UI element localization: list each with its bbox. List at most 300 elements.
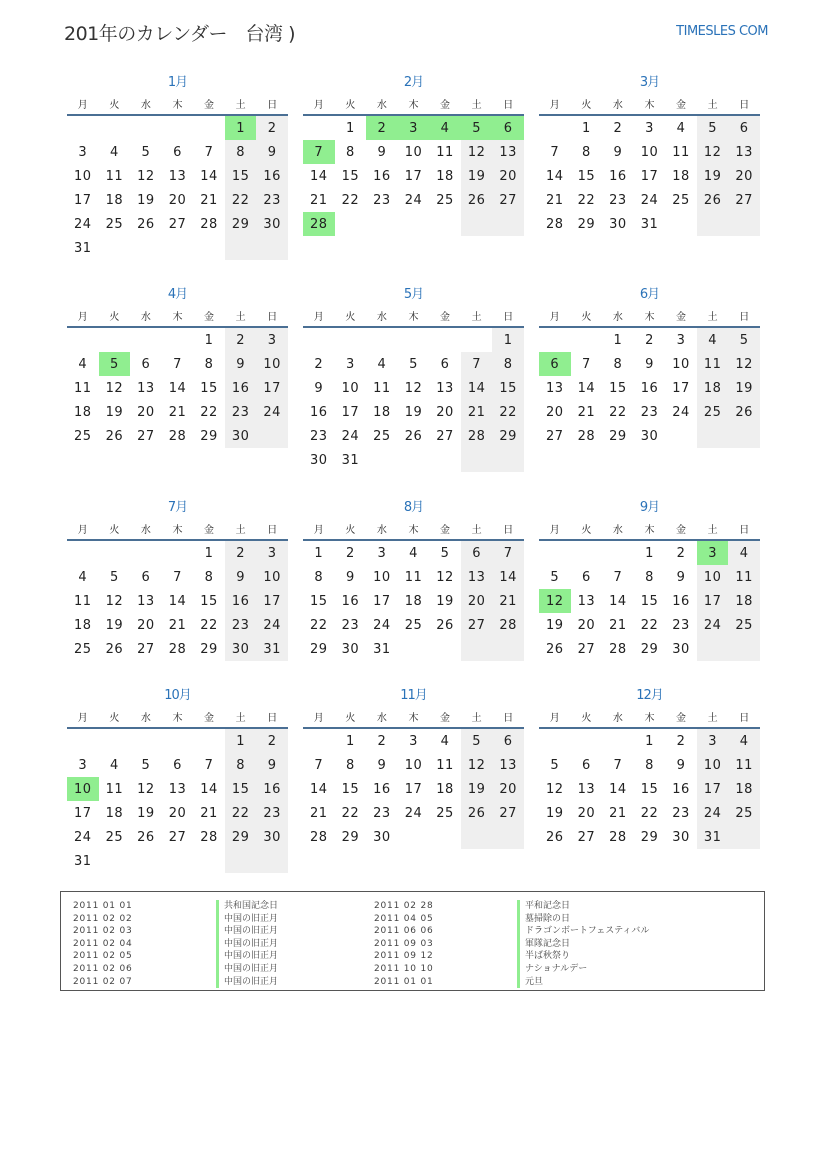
- day-cell[interactable]: 11: [672, 144, 690, 160]
- day-cell[interactable]: 14: [168, 593, 187, 609]
- day-cell[interactable]: 27: [168, 216, 187, 232]
- day-cell[interactable]: 24: [672, 404, 690, 420]
- day-cell[interactable]: 6: [581, 757, 591, 773]
- day-cell[interactable]: 21: [609, 617, 627, 633]
- day-cell[interactable]: 15: [609, 380, 627, 396]
- day-cell[interactable]: 24: [404, 805, 423, 821]
- day-cell[interactable]: 9: [645, 356, 654, 372]
- day-cell[interactable]: 7: [173, 356, 182, 372]
- day-cell[interactable]: 7: [550, 144, 560, 160]
- day-cell[interactable]: 15: [640, 781, 659, 797]
- day-cell[interactable]: 11: [105, 781, 124, 797]
- day-cell[interactable]: 29: [609, 428, 627, 444]
- day-cell[interactable]: 30: [256, 825, 288, 849]
- day-cell[interactable]: 26: [137, 829, 155, 845]
- day-cell[interactable]: 31: [373, 641, 391, 657]
- day-cell[interactable]: 4: [409, 545, 418, 561]
- day-cell[interactable]: 31: [256, 637, 288, 661]
- day-cell[interactable]: 19: [404, 404, 423, 420]
- day-cell[interactable]: 20: [492, 777, 524, 801]
- day-cell[interactable]: 28: [492, 613, 524, 637]
- day-cell[interactable]: 18: [728, 589, 760, 613]
- day-cell[interactable]: 14: [310, 168, 328, 184]
- day-cell[interactable]: 14: [609, 593, 627, 609]
- day-cell[interactable]: 12: [105, 380, 124, 396]
- day-cell[interactable]: 25: [728, 801, 760, 825]
- day-cell[interactable]: 12: [461, 753, 493, 777]
- day-cell[interactable]: 19: [697, 164, 729, 188]
- day-cell[interactable]: 21: [461, 400, 493, 424]
- day-cell[interactable]: 6: [461, 540, 493, 565]
- day-cell[interactable]: 13: [137, 380, 155, 396]
- day-cell[interactable]: 22: [225, 801, 257, 825]
- day-cell[interactable]: 15: [341, 168, 360, 184]
- day-cell[interactable]: 30: [225, 424, 257, 448]
- day-cell[interactable]: 31: [341, 452, 360, 468]
- day-cell[interactable]: 19: [546, 805, 564, 821]
- day-cell[interactable]: 29: [492, 424, 524, 448]
- day-cell[interactable]: 21: [168, 617, 187, 633]
- day-cell[interactable]: 17: [74, 805, 92, 821]
- day-cell[interactable]: 13: [492, 753, 524, 777]
- day-cell[interactable]: 29: [341, 829, 360, 845]
- day-cell[interactable]: 4: [377, 356, 387, 372]
- day-cell[interactable]: 26: [461, 188, 493, 212]
- day-cell[interactable]: 14: [168, 380, 187, 396]
- day-cell[interactable]: 22: [310, 617, 328, 633]
- day-cell[interactable]: 2: [314, 356, 324, 372]
- day-cell[interactable]: 24: [256, 400, 288, 424]
- day-cell[interactable]: 9: [225, 352, 257, 376]
- day-cell[interactable]: 7: [581, 356, 591, 372]
- day-cell[interactable]: 4: [676, 120, 686, 136]
- day-cell[interactable]: 25: [728, 613, 760, 637]
- day-cell[interactable]: 26: [461, 801, 493, 825]
- day-cell[interactable]: 14: [200, 168, 218, 184]
- day-cell[interactable]: 20: [728, 164, 760, 188]
- day-cell[interactable]: 9: [314, 380, 324, 396]
- day-cell[interactable]: 16: [672, 781, 690, 797]
- day-cell[interactable]: 9: [256, 140, 288, 164]
- day-cell[interactable]: 25: [436, 192, 454, 208]
- day-cell[interactable]: 12: [697, 140, 729, 164]
- day-cell[interactable]: 29: [577, 216, 596, 232]
- day-cell[interactable]: 2: [676, 733, 686, 749]
- day-cell[interactable]: 11: [74, 593, 92, 609]
- day-cell[interactable]: 21: [609, 805, 627, 821]
- day-cell[interactable]: 23: [341, 617, 360, 633]
- holiday-day-cell[interactable]: 6: [539, 352, 571, 376]
- day-cell[interactable]: 13: [168, 168, 187, 184]
- day-cell[interactable]: 2: [645, 332, 654, 348]
- holiday-day-cell[interactable]: 5: [461, 115, 493, 140]
- day-cell[interactable]: 18: [404, 593, 423, 609]
- day-cell[interactable]: 29: [225, 825, 257, 849]
- day-cell[interactable]: 25: [697, 400, 729, 424]
- day-cell[interactable]: 27: [461, 613, 493, 637]
- day-cell[interactable]: 7: [314, 757, 324, 773]
- day-cell[interactable]: 25: [74, 641, 92, 657]
- day-cell[interactable]: 20: [577, 805, 596, 821]
- day-cell[interactable]: 23: [256, 801, 288, 825]
- day-cell[interactable]: 12: [436, 569, 454, 585]
- day-cell[interactable]: 18: [436, 781, 454, 797]
- day-cell[interactable]: 21: [310, 192, 328, 208]
- day-cell[interactable]: 19: [137, 805, 155, 821]
- day-cell[interactable]: 11: [74, 380, 92, 396]
- day-cell[interactable]: 5: [550, 569, 560, 585]
- holiday-day-cell[interactable]: 1: [225, 115, 257, 140]
- day-cell[interactable]: 20: [436, 404, 454, 420]
- day-cell[interactable]: 30: [640, 428, 659, 444]
- day-cell[interactable]: 15: [200, 593, 218, 609]
- day-cell[interactable]: 18: [373, 404, 391, 420]
- day-cell[interactable]: 30: [373, 829, 391, 845]
- day-cell[interactable]: 1: [492, 327, 524, 352]
- day-cell[interactable]: 13: [436, 380, 454, 396]
- day-cell[interactable]: 11: [404, 569, 423, 585]
- day-cell[interactable]: 14: [546, 168, 564, 184]
- day-cell[interactable]: 18: [697, 376, 729, 400]
- holiday-day-cell[interactable]: 4: [429, 115, 461, 140]
- day-cell[interactable]: 25: [105, 829, 124, 845]
- day-cell[interactable]: 17: [74, 192, 92, 208]
- day-cell[interactable]: 22: [225, 188, 257, 212]
- day-cell[interactable]: 6: [173, 757, 182, 773]
- day-cell[interactable]: 20: [168, 805, 187, 821]
- day-cell[interactable]: 2: [225, 327, 257, 352]
- day-cell[interactable]: 18: [728, 777, 760, 801]
- day-cell[interactable]: 2: [256, 115, 288, 140]
- day-cell[interactable]: 16: [256, 777, 288, 801]
- day-cell[interactable]: 28: [461, 424, 493, 448]
- day-cell[interactable]: 31: [74, 853, 92, 869]
- day-cell[interactable]: 7: [204, 144, 214, 160]
- day-cell[interactable]: 16: [341, 593, 360, 609]
- day-cell[interactable]: 3: [377, 545, 387, 561]
- day-cell[interactable]: 4: [78, 569, 88, 585]
- day-cell[interactable]: 18: [436, 168, 454, 184]
- day-cell[interactable]: 2: [613, 120, 623, 136]
- day-cell[interactable]: 4: [109, 757, 119, 773]
- brand-logo[interactable]: TIMESLES COM: [676, 24, 768, 39]
- day-cell[interactable]: 2: [377, 733, 387, 749]
- day-cell[interactable]: 1: [645, 733, 654, 749]
- day-cell[interactable]: 14: [609, 781, 627, 797]
- day-cell[interactable]: 8: [492, 352, 524, 376]
- day-cell[interactable]: 17: [697, 589, 729, 613]
- day-cell[interactable]: 29: [200, 641, 218, 657]
- day-cell[interactable]: 29: [640, 641, 659, 657]
- day-cell[interactable]: 24: [404, 192, 423, 208]
- holiday-day-cell[interactable]: 12: [539, 589, 571, 613]
- day-cell[interactable]: 10: [697, 753, 729, 777]
- day-cell[interactable]: 13: [728, 140, 760, 164]
- day-cell[interactable]: 16: [609, 168, 627, 184]
- day-cell[interactable]: 4: [440, 733, 450, 749]
- day-cell[interactable]: 26: [404, 428, 423, 444]
- day-cell[interactable]: 30: [609, 216, 627, 232]
- day-cell[interactable]: 3: [78, 144, 88, 160]
- day-cell[interactable]: 30: [672, 641, 690, 657]
- day-cell[interactable]: 14: [492, 565, 524, 589]
- day-cell[interactable]: 30: [225, 637, 257, 661]
- day-cell[interactable]: 20: [137, 404, 155, 420]
- day-cell[interactable]: 25: [373, 428, 391, 444]
- day-cell[interactable]: 17: [404, 168, 423, 184]
- day-cell[interactable]: 3: [256, 327, 288, 352]
- day-cell[interactable]: 22: [341, 192, 360, 208]
- day-cell[interactable]: 1: [204, 332, 214, 348]
- day-cell[interactable]: 12: [105, 593, 124, 609]
- day-cell[interactable]: 28: [609, 829, 627, 845]
- day-cell[interactable]: 4: [109, 144, 119, 160]
- day-cell[interactable]: 27: [168, 829, 187, 845]
- day-cell[interactable]: 12: [461, 140, 493, 164]
- day-cell[interactable]: 1: [225, 728, 257, 753]
- day-cell[interactable]: 24: [74, 216, 92, 232]
- day-cell[interactable]: 1: [645, 545, 654, 561]
- day-cell[interactable]: 23: [672, 617, 690, 633]
- day-cell[interactable]: 27: [577, 829, 596, 845]
- day-cell[interactable]: 10: [640, 144, 659, 160]
- day-cell[interactable]: 18: [74, 617, 92, 633]
- day-cell[interactable]: 5: [697, 115, 729, 140]
- day-cell[interactable]: 30: [672, 829, 690, 845]
- day-cell[interactable]: 23: [672, 805, 690, 821]
- day-cell[interactable]: 16: [672, 593, 690, 609]
- day-cell[interactable]: 27: [436, 428, 454, 444]
- holiday-day-cell[interactable]: 3: [697, 540, 729, 565]
- day-cell[interactable]: 7: [613, 569, 623, 585]
- day-cell[interactable]: 19: [461, 164, 493, 188]
- day-cell[interactable]: 26: [105, 641, 124, 657]
- day-cell[interactable]: 26: [728, 400, 760, 424]
- day-cell[interactable]: 3: [697, 728, 729, 753]
- day-cell[interactable]: 20: [546, 404, 564, 420]
- day-cell[interactable]: 20: [461, 589, 493, 613]
- day-cell[interactable]: 16: [225, 376, 257, 400]
- day-cell[interactable]: 17: [404, 781, 423, 797]
- holiday-day-cell[interactable]: 6: [492, 115, 524, 140]
- day-cell[interactable]: 17: [256, 589, 288, 613]
- day-cell[interactable]: 10: [697, 565, 729, 589]
- day-cell[interactable]: 8: [314, 569, 324, 585]
- day-cell[interactable]: 13: [137, 593, 155, 609]
- day-cell[interactable]: 1: [581, 120, 591, 136]
- day-cell[interactable]: 3: [345, 356, 355, 372]
- day-cell[interactable]: 2: [676, 545, 686, 561]
- day-cell[interactable]: 10: [341, 380, 360, 396]
- holiday-day-cell[interactable]: 10: [67, 777, 99, 801]
- day-cell[interactable]: 16: [225, 589, 257, 613]
- day-cell[interactable]: 7: [613, 757, 623, 773]
- day-cell[interactable]: 2: [225, 540, 257, 565]
- day-cell[interactable]: 28: [200, 216, 218, 232]
- holiday-day-cell[interactable]: 2: [366, 115, 398, 140]
- day-cell[interactable]: 23: [373, 192, 391, 208]
- day-cell[interactable]: 26: [105, 428, 124, 444]
- day-cell[interactable]: 10: [256, 565, 288, 589]
- day-cell[interactable]: 25: [672, 192, 690, 208]
- day-cell[interactable]: 11: [436, 757, 454, 773]
- day-cell[interactable]: 14: [461, 376, 493, 400]
- day-cell[interactable]: 10: [256, 352, 288, 376]
- holiday-day-cell[interactable]: 3: [398, 115, 430, 140]
- day-cell[interactable]: 10: [74, 168, 92, 184]
- day-cell[interactable]: 4: [728, 540, 760, 565]
- day-cell[interactable]: 2: [256, 728, 288, 753]
- day-cell[interactable]: 12: [728, 352, 760, 376]
- day-cell[interactable]: 18: [105, 192, 124, 208]
- day-cell[interactable]: 7: [492, 540, 524, 565]
- day-cell[interactable]: 13: [577, 593, 596, 609]
- day-cell[interactable]: 8: [204, 356, 214, 372]
- day-cell[interactable]: 22: [200, 404, 218, 420]
- day-cell[interactable]: 31: [74, 240, 92, 256]
- day-cell[interactable]: 23: [310, 428, 328, 444]
- day-cell[interactable]: 27: [728, 188, 760, 212]
- day-cell[interactable]: 1: [345, 733, 355, 749]
- day-cell[interactable]: 22: [492, 400, 524, 424]
- holiday-day-cell[interactable]: 7: [303, 140, 335, 164]
- day-cell[interactable]: 8: [613, 356, 623, 372]
- day-cell[interactable]: 2: [345, 545, 355, 561]
- day-cell[interactable]: 25: [404, 617, 423, 633]
- day-cell[interactable]: 16: [373, 781, 391, 797]
- day-cell[interactable]: 16: [256, 164, 288, 188]
- day-cell[interactable]: 27: [577, 641, 596, 657]
- day-cell[interactable]: 22: [640, 617, 659, 633]
- day-cell[interactable]: 22: [609, 404, 627, 420]
- day-cell[interactable]: 3: [256, 540, 288, 565]
- day-cell[interactable]: 15: [341, 781, 360, 797]
- day-cell[interactable]: 9: [377, 757, 387, 773]
- day-cell[interactable]: 13: [461, 565, 493, 589]
- day-cell[interactable]: 13: [168, 781, 187, 797]
- day-cell[interactable]: 23: [373, 805, 391, 821]
- day-cell[interactable]: 28: [546, 216, 564, 232]
- day-cell[interactable]: 8: [225, 140, 257, 164]
- day-cell[interactable]: 20: [168, 192, 187, 208]
- day-cell[interactable]: 27: [546, 428, 564, 444]
- day-cell[interactable]: 28: [168, 428, 187, 444]
- day-cell[interactable]: 19: [105, 617, 124, 633]
- day-cell[interactable]: 13: [492, 140, 524, 164]
- day-cell[interactable]: 23: [225, 400, 257, 424]
- day-cell[interactable]: 20: [577, 617, 596, 633]
- day-cell[interactable]: 3: [645, 120, 654, 136]
- day-cell[interactable]: 8: [345, 757, 355, 773]
- day-cell[interactable]: 31: [697, 825, 729, 849]
- day-cell[interactable]: 26: [546, 829, 564, 845]
- day-cell[interactable]: 17: [373, 593, 391, 609]
- day-cell[interactable]: 30: [310, 452, 328, 468]
- day-cell[interactable]: 21: [200, 192, 218, 208]
- day-cell[interactable]: 17: [341, 404, 360, 420]
- day-cell[interactable]: 12: [137, 781, 155, 797]
- day-cell[interactable]: 14: [310, 781, 328, 797]
- day-cell[interactable]: 4: [78, 356, 88, 372]
- day-cell[interactable]: 18: [672, 168, 690, 184]
- day-cell[interactable]: 5: [461, 728, 493, 753]
- day-cell[interactable]: 19: [137, 192, 155, 208]
- day-cell[interactable]: 6: [440, 356, 450, 372]
- day-cell[interactable]: 11: [436, 144, 454, 160]
- holiday-day-cell[interactable]: 5: [99, 352, 131, 376]
- day-cell[interactable]: 23: [609, 192, 627, 208]
- day-cell[interactable]: 27: [137, 428, 155, 444]
- day-cell[interactable]: 12: [546, 781, 564, 797]
- day-cell[interactable]: 9: [676, 569, 686, 585]
- day-cell[interactable]: 12: [404, 380, 423, 396]
- day-cell[interactable]: 3: [409, 733, 418, 749]
- day-cell[interactable]: 10: [404, 144, 423, 160]
- day-cell[interactable]: 31: [640, 216, 659, 232]
- day-cell[interactable]: 17: [256, 376, 288, 400]
- day-cell[interactable]: 29: [200, 428, 218, 444]
- day-cell[interactable]: 22: [577, 192, 596, 208]
- day-cell[interactable]: 26: [546, 641, 564, 657]
- day-cell[interactable]: 13: [546, 380, 564, 396]
- day-cell[interactable]: 11: [105, 168, 124, 184]
- day-cell[interactable]: 11: [373, 380, 391, 396]
- day-cell[interactable]: 21: [492, 589, 524, 613]
- day-cell[interactable]: 20: [137, 617, 155, 633]
- day-cell[interactable]: 18: [105, 805, 124, 821]
- day-cell[interactable]: 6: [141, 356, 151, 372]
- day-cell[interactable]: 8: [204, 569, 214, 585]
- day-cell[interactable]: 21: [168, 404, 187, 420]
- day-cell[interactable]: 5: [409, 356, 418, 372]
- day-cell[interactable]: 29: [640, 829, 659, 845]
- day-cell[interactable]: 5: [141, 144, 151, 160]
- day-cell[interactable]: 6: [728, 115, 760, 140]
- day-cell[interactable]: 17: [697, 777, 729, 801]
- day-cell[interactable]: 15: [225, 164, 257, 188]
- day-cell[interactable]: 24: [373, 617, 391, 633]
- day-cell[interactable]: 9: [225, 565, 257, 589]
- day-cell[interactable]: 21: [200, 805, 218, 821]
- day-cell[interactable]: 23: [256, 188, 288, 212]
- day-cell[interactable]: 9: [345, 569, 355, 585]
- day-cell[interactable]: 25: [105, 216, 124, 232]
- day-cell[interactable]: 27: [137, 641, 155, 657]
- day-cell[interactable]: 7: [461, 352, 493, 376]
- day-cell[interactable]: 9: [676, 757, 686, 773]
- day-cell[interactable]: 28: [609, 641, 627, 657]
- day-cell[interactable]: 24: [341, 428, 360, 444]
- day-cell[interactable]: 5: [109, 569, 119, 585]
- day-cell[interactable]: 22: [640, 805, 659, 821]
- day-cell[interactable]: 28: [577, 428, 596, 444]
- day-cell[interactable]: 8: [645, 569, 654, 585]
- day-cell[interactable]: 21: [310, 805, 328, 821]
- day-cell[interactable]: 19: [461, 777, 493, 801]
- day-cell[interactable]: 28: [310, 829, 328, 845]
- day-cell[interactable]: 14: [200, 781, 218, 797]
- day-cell[interactable]: 5: [440, 545, 450, 561]
- day-cell[interactable]: 5: [141, 757, 151, 773]
- day-cell[interactable]: 15: [225, 777, 257, 801]
- day-cell[interactable]: 25: [74, 428, 92, 444]
- day-cell[interactable]: 29: [225, 212, 257, 236]
- day-cell[interactable]: 15: [577, 168, 596, 184]
- day-cell[interactable]: 23: [640, 404, 659, 420]
- day-cell[interactable]: 8: [225, 753, 257, 777]
- day-cell[interactable]: 15: [492, 376, 524, 400]
- day-cell[interactable]: 30: [341, 641, 360, 657]
